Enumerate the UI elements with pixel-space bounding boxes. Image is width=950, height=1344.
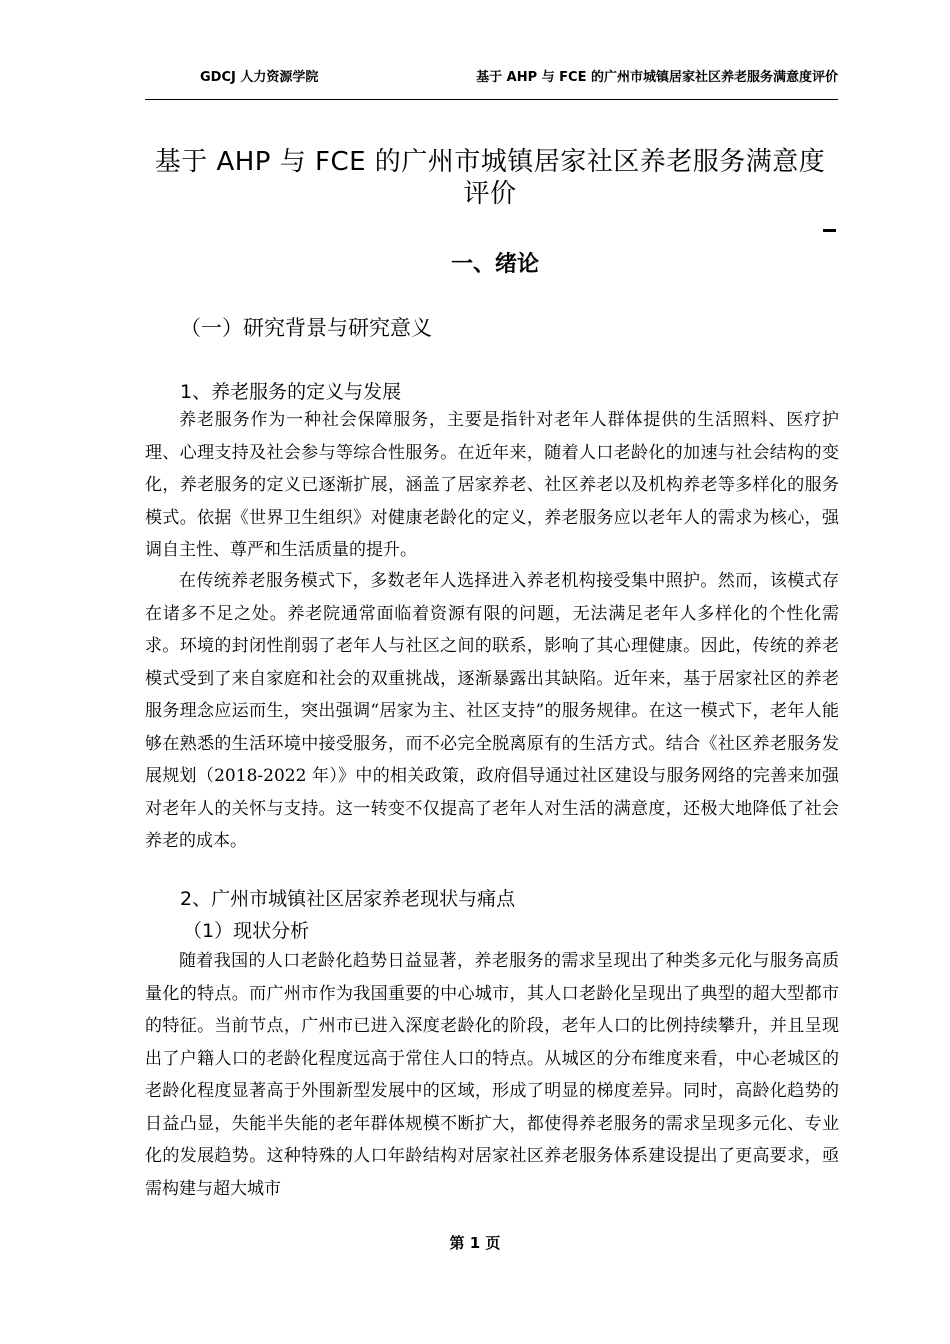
subsection-heading-2: 2、广州市城镇社区居家养老现状与痛点	[180, 888, 516, 910]
paper-title-line-2: 评价	[463, 179, 517, 209]
paper-title	[130, 146, 850, 210]
header-paper-title: 基于 AHP 与 FCE 的广州市城镇居家社区养老服务满意度评价	[476, 70, 838, 85]
header-divider	[145, 99, 838, 100]
paper-title-line-1: 基于 AHP 与 FCE 的广州市城镇居家社区养老服务满意度	[154, 147, 826, 177]
page-number: 第 1 页	[449, 1234, 501, 1252]
subsection-heading-1: 1、养老服务的定义与发展	[180, 381, 402, 403]
paragraph-1: 养老服务作为一种社会保障服务，主要是指针对老年人群体提供的生活照料、医疗护理、心理支持及社会参与等综合性服务。在近年来，随着人口老龄化的加速与社会结构的变化，养老服务的定义已逐渐扩展，涵盖了居家养老、社区养老以及机构养老等多样化的服务模式。依据《世界卫生组织》对健康老龄化的定义，养老服务应以老年人的需求为核心，强调自主性、尊严和生活质量的提升。	[145, 410, 839, 560]
paragraph-3: 随着我国的人口老龄化趋势日益显著，养老服务的需求呈现出了种类多元化与服务高质量化的特点。而广州市作为我国重要的中心城市，其人口老龄化呈现出了典型的超大型都市的特征。当前节点，广州市已进入深度老龄化的阶段，老年人口的比例持续攀升，并且呈现出了户籍人口的老龄化程度远高于常住人口的特点。从城区的分布维度来看，中心老城区的老龄化程度显著高于外围新型发展中的区域，形成了明显的梯度差异。同时，高龄化趋势的日益凸显，失能半失能的老年群体规模不断扩大，都使得养老服务的需求呈现多元化、专业化的发展趋势。这种特殊的人口年龄结构对居家社区养老服务体系建设提出了更高要求，亟需构建与超大城市	[145, 951, 839, 1199]
subsubsection-heading: （1）现状分析	[183, 920, 310, 942]
chapter-heading: 一、绪论	[450, 252, 539, 277]
header-institution: GDCJ 人力资源学院	[200, 70, 319, 85]
paragraph-2: 在传统养老服务模式下，多数老年人选择进入养老机构接受集中照护。然而，该模式存在诸多不足之处。养老院通常面临着资源有限的问题，无法满足老年人多样化的个性化需求。环境的封闭性削弱了老年人与社区之间的联系，影响了其心理健康。因此，传统的养老模式受到了来自家庭和社会的双重挑战，逐渐暴露出其缺陷。近年来，基于居家社区的养老服务理念应运而生，突出强调“居家为主、社区支持”的服务规律。在这一模式下，老年人能够在熟悉的生活环境中接受服务，而不必完全脱离原有的生活方式。结合《社区养老服务发展规划（2018-2022 年）》中的相关政策，政府倡导通过社区建设与服务网络的完善来加强对老年人的关怀与支持。这一转变不仅提高了老年人对生活的满意度，还极大地降低了社会养老的成本。	[145, 571, 839, 851]
dash-mark	[823, 229, 836, 232]
section-heading: （一）研究背景与研究意义	[180, 316, 432, 340]
running-header	[145, 66, 838, 88]
